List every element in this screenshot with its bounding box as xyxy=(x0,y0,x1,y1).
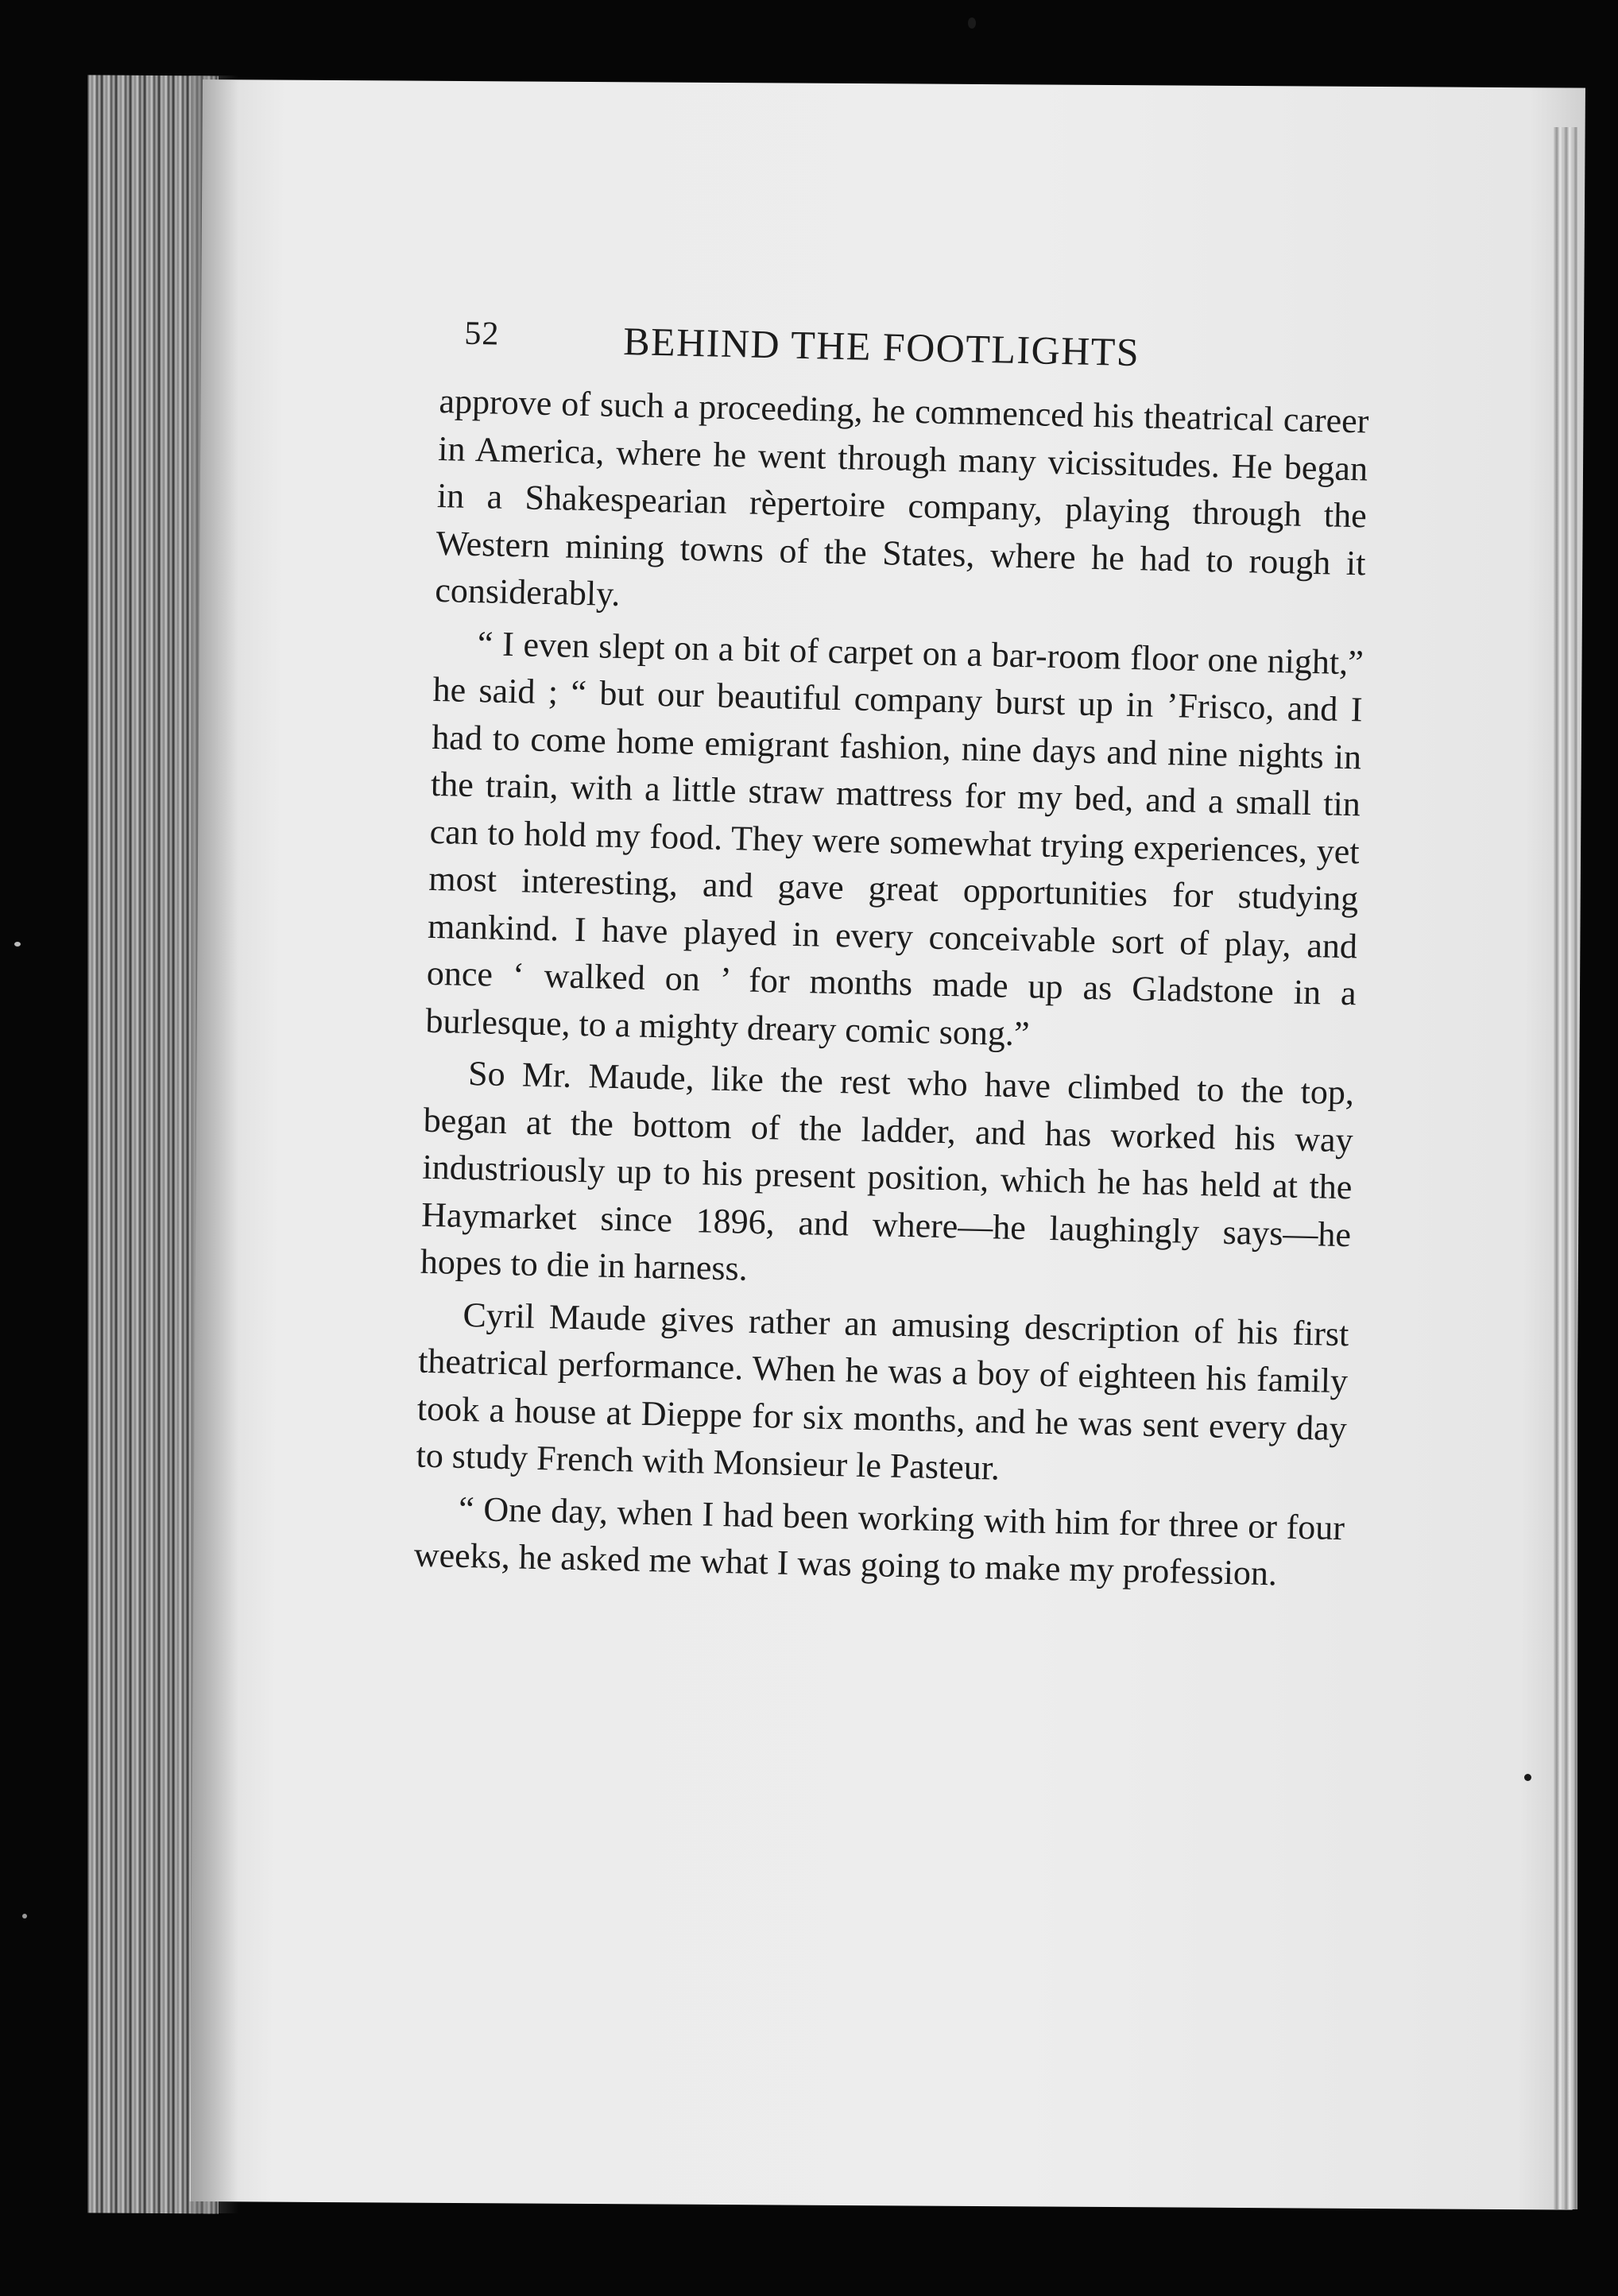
right-page-edge xyxy=(1554,127,1577,2209)
paragraph-5: “ One day, when I had been working with him for three or four weeks, he asked me what I was going to make my profession. xyxy=(413,1489,1345,1593)
page-text-block xyxy=(413,314,1370,1599)
paragraph-2: “ I even slept on a bit of carpet on a bar-room floor one night,” he said ; “ but our beautiful company burst up in ’Frisco, and I had to come home emigrant fashion, nine days and nine nights in the train, with a little straw mattress for my bed, and a small tin can to hold my food. They were somewhat trying experiences, yet most interesting, and gave great opportunities for studying mankind. I have played in every conceivable sort of play, and once ‘ walked on ’ for months made up as Gladstone in a burlesque, to a mighty dreary comic song.” xyxy=(425,623,1364,1053)
paragraph-1: approve of such a proceeding, he commenced his theatrical career in America, where he went through many vicissitudes. He began in a Shakespearian rèpertoire company, playing through the Western mining towns of the States, where he had to rough it considerably. xyxy=(434,381,1369,614)
spine-shadow xyxy=(191,76,238,2213)
scan-speck xyxy=(22,1914,27,1918)
scan-speck xyxy=(968,17,976,29)
page-number: 52 xyxy=(463,315,500,353)
scan-speck xyxy=(1524,1774,1531,1781)
paragraph-4: Cyril Maude gives rather an amusing description of his first theatrical performance. When he was a boy of eighteen his family took a house at Dieppe for six months, and he was sent every day to study French with Monsieur le Pasteur. xyxy=(416,1295,1349,1488)
paragraph-3: So Mr. Maude, like the rest who have climbed to the top, began at the bottom of the ladder, and has worked his way industriously up to his present position, which he has held at the Haymarket since 1896, and where—he laughingly says—he hopes to die in harness. xyxy=(420,1053,1355,1288)
running-head: BEHIND THE FOOTLIGHTS xyxy=(622,319,1140,375)
scan-speck xyxy=(14,942,21,947)
